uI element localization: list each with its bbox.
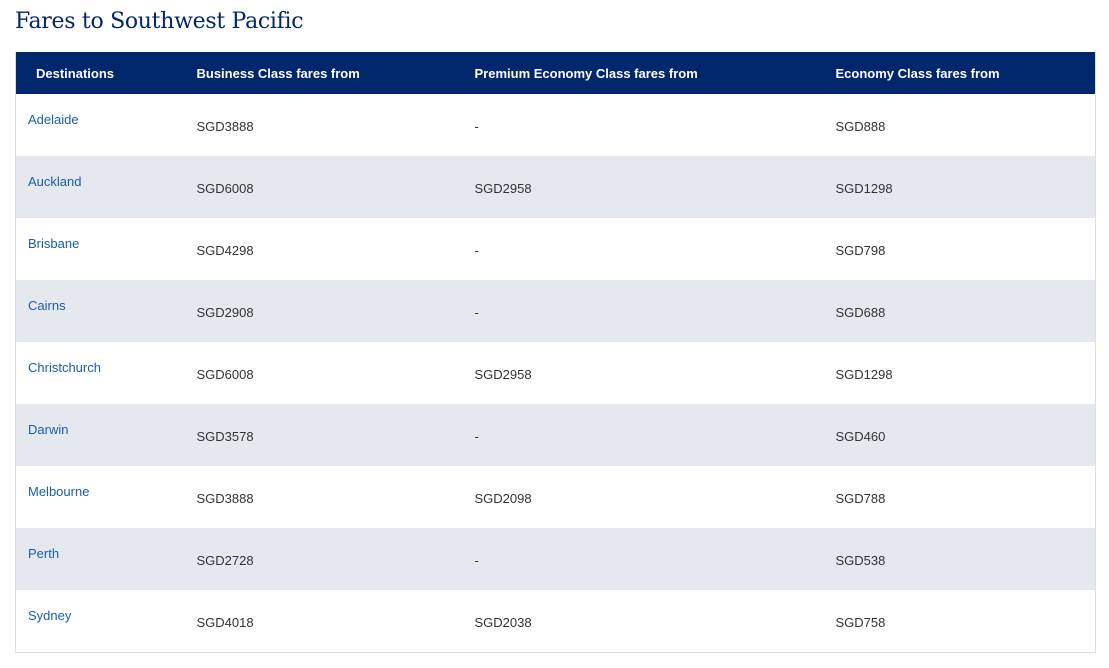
destination-link-cairns[interactable]: Cairns bbox=[28, 298, 66, 313]
destination-cell bbox=[16, 466, 197, 528]
premium-economy-fare: - bbox=[474, 243, 479, 258]
premium-economy-fare: - bbox=[474, 553, 479, 568]
destination-link-sydney[interactable]: Sydney bbox=[28, 608, 72, 623]
economy-fare: SGD538 bbox=[835, 553, 886, 568]
table-row bbox=[16, 342, 1096, 404]
economy-fare: SGD1298 bbox=[835, 181, 893, 196]
table-row bbox=[16, 404, 1096, 466]
header-premium-economy-class: Premium Economy Class fares from bbox=[474, 65, 698, 81]
table-row bbox=[16, 94, 1096, 156]
destination-link-melbourne[interactable]: Melbourne bbox=[28, 484, 90, 499]
premium-economy-fare: SGD2958 bbox=[474, 181, 532, 196]
economy-fare: SGD798 bbox=[835, 243, 886, 258]
business-fare: SGD4018 bbox=[196, 615, 254, 630]
economy-fare: SGD788 bbox=[835, 491, 886, 506]
business-fare: SGD3578 bbox=[196, 429, 254, 444]
economy-fare: SGD888 bbox=[835, 119, 886, 134]
table-row bbox=[16, 528, 1096, 590]
header-business-class: Business Class fares from bbox=[196, 65, 360, 81]
economy-fare: SGD758 bbox=[835, 615, 886, 630]
premium-economy-fare: SGD2098 bbox=[474, 491, 532, 506]
destination-cell bbox=[16, 404, 197, 466]
premium-economy-fare: - bbox=[474, 119, 479, 134]
destination-cell bbox=[16, 94, 197, 156]
destination-cell bbox=[16, 528, 197, 590]
premium-economy-fare: SGD2958 bbox=[474, 367, 532, 382]
table-header-row bbox=[16, 52, 1096, 94]
destination-link-brisbane[interactable]: Brisbane bbox=[28, 236, 80, 251]
business-fare: SGD4298 bbox=[196, 243, 254, 258]
destination-cell bbox=[16, 590, 197, 652]
header-economy-class: Economy Class fares from bbox=[835, 65, 1000, 81]
destination-link-adelaide[interactable]: Adelaide bbox=[28, 112, 79, 127]
destination-link-auckland[interactable]: Auckland bbox=[28, 174, 82, 189]
table-row bbox=[16, 218, 1096, 280]
business-fare: SGD3888 bbox=[196, 491, 254, 506]
fares-table bbox=[15, 52, 1096, 653]
table-header bbox=[16, 52, 1096, 94]
destination-cell bbox=[16, 280, 197, 342]
destination-link-darwin[interactable]: Darwin bbox=[28, 422, 69, 437]
table-body bbox=[16, 94, 1096, 652]
premium-economy-fare: - bbox=[474, 429, 479, 444]
economy-fare: SGD460 bbox=[835, 429, 886, 444]
destination-cell bbox=[16, 218, 197, 280]
economy-fare: SGD1298 bbox=[835, 367, 893, 382]
destination-link-christchurch[interactable]: Christchurch bbox=[28, 360, 101, 375]
premium-economy-fare: - bbox=[474, 305, 479, 320]
table-row bbox=[16, 590, 1096, 652]
premium-economy-fare: SGD2038 bbox=[474, 615, 532, 630]
table-row bbox=[16, 466, 1096, 528]
business-fare: SGD2728 bbox=[196, 553, 254, 568]
business-fare: SGD6008 bbox=[196, 367, 254, 382]
table-row bbox=[16, 156, 1096, 218]
destination-cell bbox=[16, 342, 197, 404]
header-destinations: Destinations bbox=[36, 65, 115, 81]
economy-fare: SGD688 bbox=[835, 305, 886, 320]
table-row bbox=[16, 280, 1096, 342]
page-title: Fares to Southwest Pacific bbox=[15, 9, 304, 34]
business-fare: SGD6008 bbox=[196, 181, 254, 196]
business-fare: SGD3888 bbox=[196, 119, 254, 134]
business-fare: SGD2908 bbox=[196, 305, 254, 320]
destination-link-perth[interactable]: Perth bbox=[28, 546, 60, 561]
destination-cell bbox=[16, 156, 197, 218]
